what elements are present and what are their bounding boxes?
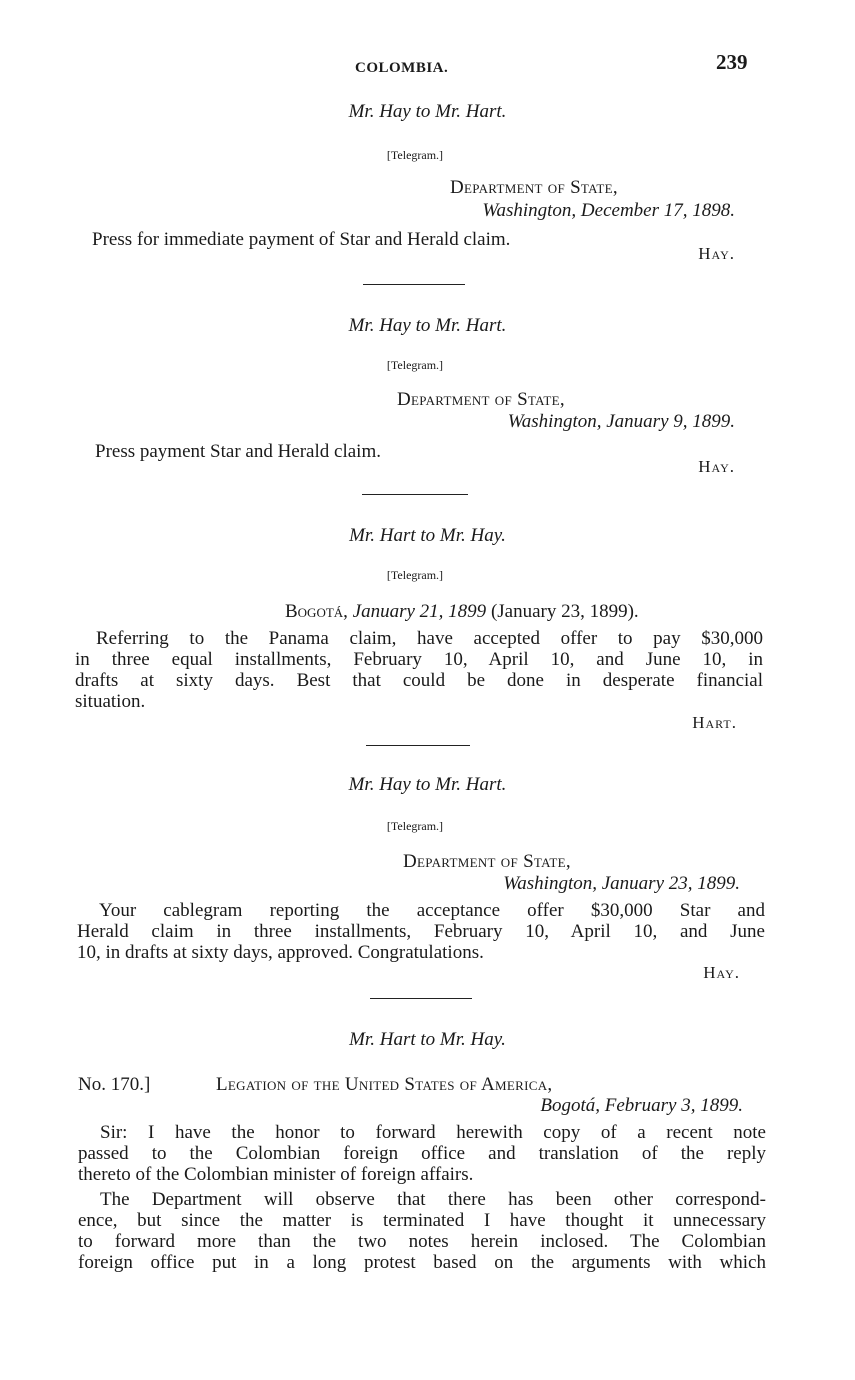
department-line: Department of State, [450,177,618,198]
body-line: ence, but since the matter is terminated I have thought it unnecessary [78,1210,766,1231]
dateline-received: (January 23, 1899). [490,601,639,622]
body-line: in three equal installments, February 10, April 10, and June 10, in [75,649,763,670]
dateline: Washington, January 23, 1899. [503,873,740,894]
section-heading: Mr. Hay to Mr. Hart. [348,315,507,336]
dateline [285,601,639,623]
body-line: thereto of the Colombian minister of foreign affairs. [78,1164,474,1185]
dateline-date: January 21, 1899 [352,601,487,622]
section-heading: Mr. Hart to Mr. Hay. [349,525,506,546]
message-body: Press payment Star and Herald claim. [95,441,381,462]
signature: Hay. [698,244,735,263]
section-heading: Mr. Hay to Mr. Hart. [348,101,507,122]
body-line: Your cablegram reporting the acceptance offer $30,000 Star and [99,900,765,921]
letter-paragraph [78,1189,766,1273]
section-divider [370,998,472,999]
body-line: situation. [75,691,146,712]
body-line: Sir: I have the honor to forward herewith copy of a recent note [100,1122,766,1143]
letter-paragraph [78,1122,766,1185]
body-line: passed to the Colombian foreign office and translation of the reply [78,1143,766,1164]
section-heading: Mr. Hart to Mr. Hay. [349,1029,506,1050]
body-line: to forward more than the two notes herein inclosed. The Colombian [78,1231,766,1252]
dispatch-number: No. 170.] [78,1074,151,1095]
section-divider [362,494,468,495]
telegram-label: [Telegram.] [386,568,444,582]
running-title: COLOMBIA. [355,60,449,76]
dateline: Bogotá, February 3, 1899. [540,1095,743,1116]
section-heading: Mr. Hay to Mr. Hart. [348,774,507,795]
section-divider [366,745,470,746]
body-line: Referring to the Panama claim, have accepted offer to pay $30,000 [96,628,763,649]
dateline: Washington, January 9, 1899. [507,411,735,432]
message-body: Press for immediate payment of Star and Herald claim. [92,229,511,250]
department-line: Department of State, [397,389,565,410]
message-body [77,900,765,963]
legation-line: Legation of the United States of America, [216,1074,553,1095]
signature: Hay. [698,457,735,476]
message-body [75,628,763,712]
body-line: drafts at sixty days. Best that could be done in desperate financial [75,670,763,691]
body-line: 10, in drafts at sixty days, approved. Congratulations. [77,942,484,963]
body-line: foreign office put in a long protest based on the arguments with which [78,1252,766,1273]
page-number: 239 [716,50,748,74]
dateline-place: Bogotá, [285,601,348,622]
dateline: Washington, December 17, 1898. [482,200,735,221]
section-divider [363,284,465,285]
telegram-label: [Telegram.] [386,819,444,833]
body-line: Herald claim in three installments, February 10, April 10, and June [77,921,765,942]
telegram-label: [Telegram.] [386,148,444,162]
body-line: The Department will observe that there has been other correspond- [100,1189,766,1210]
signature: Hart. [692,713,737,732]
signature: Hay. [703,963,740,982]
telegram-label: [Telegram.] [386,358,444,372]
department-line: Department of State, [403,851,571,872]
